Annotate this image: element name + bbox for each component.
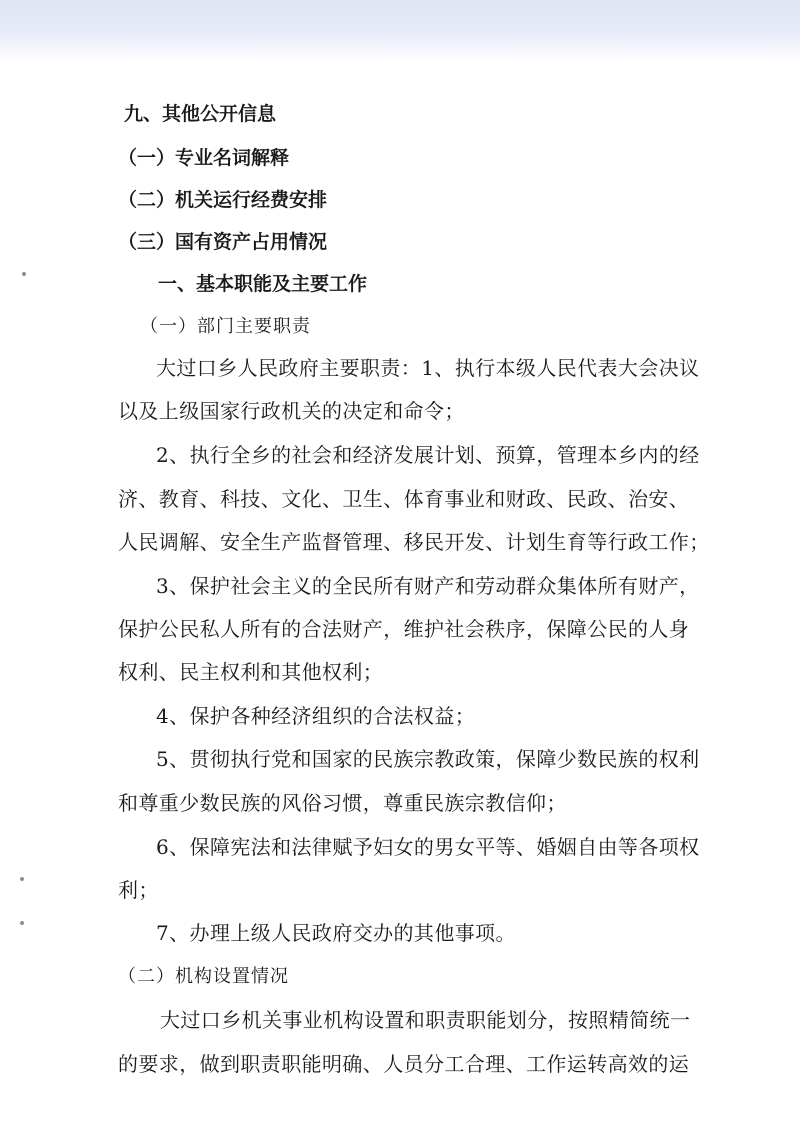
paragraph-line: 和尊重少数民族的风俗习惯，尊重民族宗教信仰； — [118, 791, 567, 815]
paragraph-line: 大过口乡人民政府主要职责：1、执行本级人民代表大会决议 — [156, 356, 700, 380]
paragraph-line: 7、办理上级人民政府交办的其他事项。 — [156, 921, 516, 945]
paragraph-line: 4、保护各种经济组织的合法权益； — [156, 704, 476, 728]
heading-terms-explanation: （一）专业名词解释 — [118, 147, 290, 169]
paragraph-line: 济、教育、科技、文化、卫生、体育事业和财政、民政、治安、 — [118, 487, 690, 511]
scan-header-band — [0, 0, 800, 62]
paragraph-line: 2、执行全乡的社会和经济发展计划、预算，管理本乡内的经 — [156, 443, 700, 467]
heading-operating-expenses: （二）机关运行经费安排 — [118, 189, 328, 211]
heading-other-public-info: 九、其他公开信息 — [124, 103, 277, 125]
paragraph-line: 大过口乡机关事业机构设置和职责职能划分，按照精简统一 — [160, 1008, 691, 1032]
paragraph-line: 权利、民主权利和其他权利； — [118, 660, 384, 684]
scan-speck — [22, 272, 26, 276]
paragraph-line: 保护公民私人所有的合法财产，维护社会秩序，保障公民的人身 — [118, 617, 690, 641]
paragraph-line: 5、贯彻执行党和国家的民族宗教政策，保障少数民族的权利 — [156, 747, 700, 771]
paragraph-line: 人民调解、安全生产监督管理、移民开发、计划生育等行政工作； — [118, 530, 710, 554]
scan-speck — [20, 877, 24, 881]
paragraph-line: 3、保护社会主义的全民所有财产和劳动群众集体所有财产， — [156, 574, 700, 598]
paragraph-line: 的要求，做到职责职能明确、人员分工合理、工作运转高效的运 — [118, 1052, 690, 1076]
subheading-main-duties: （一）部门主要职责 — [140, 316, 311, 337]
heading-state-assets: （三）国有资产占用情况 — [118, 231, 328, 253]
scan-speck — [20, 921, 24, 925]
paragraph-line: 利； — [118, 878, 159, 902]
subheading-org-setup: （二）机构设置情况 — [118, 966, 289, 987]
heading-basic-functions: 一、基本职能及主要工作 — [158, 273, 368, 295]
paragraph-line: 以及上级国家行政机关的决定和命令； — [118, 399, 465, 423]
paragraph-line: 6、保障宪法和法律赋予妇女的男女平等、婚姻自由等各项权 — [156, 835, 700, 859]
